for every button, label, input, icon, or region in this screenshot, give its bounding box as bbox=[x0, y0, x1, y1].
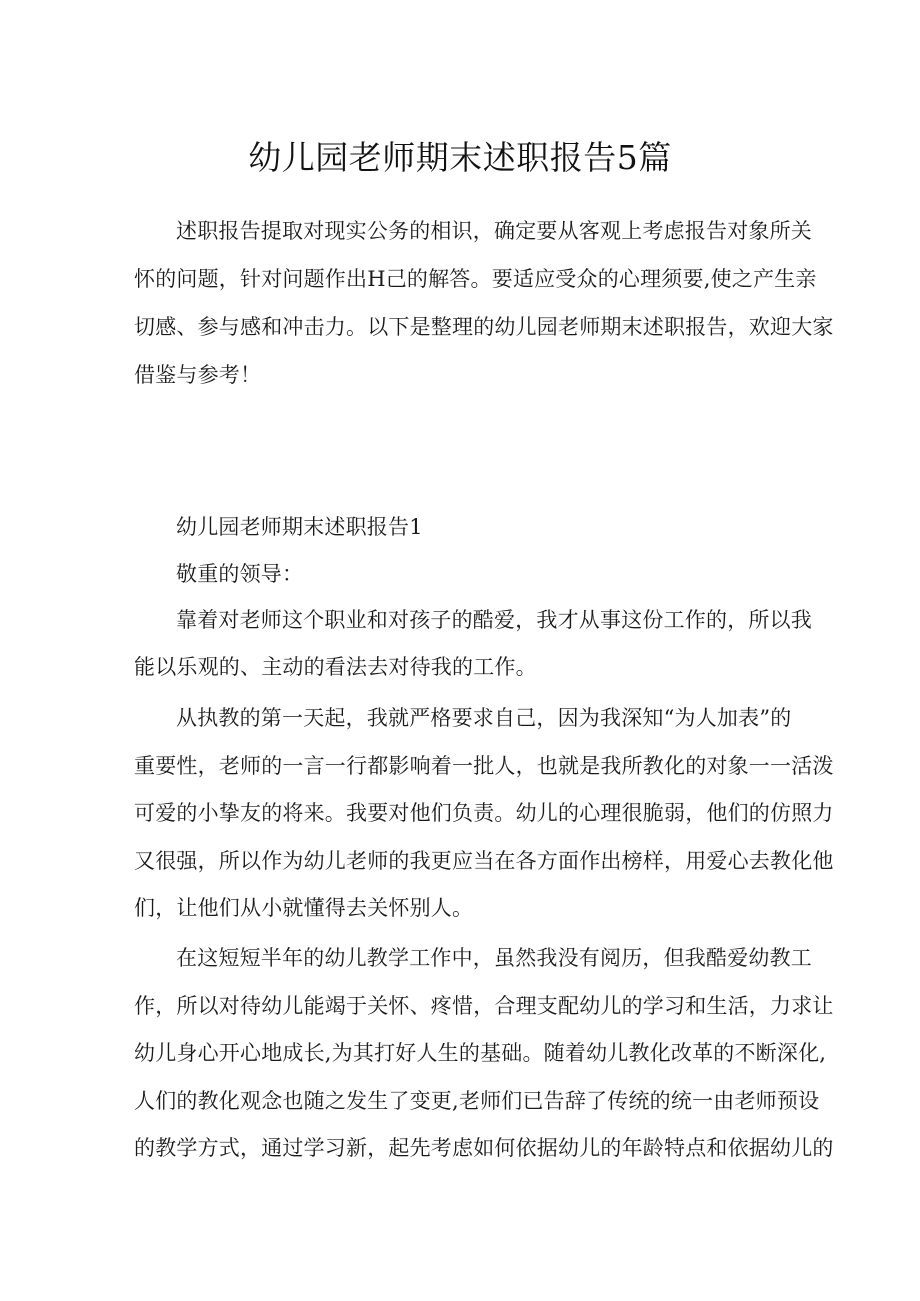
intro-line: 切感、参与感和冲击力。以下是整理的幼儿园老师期末述职报告，欢迎大家 bbox=[134, 315, 834, 339]
paragraph-line: 能以乐观的、主动的看法去对待我的工作。 bbox=[134, 655, 537, 679]
paragraph-line: 靠着对老师这个职业和对孩子的酷爱，我才从事这份工作的，所以我 bbox=[176, 608, 812, 632]
intro-line: 怀的问题，针对问题作出H己的解答。要适应受众的心理须要,使之产生亲 bbox=[134, 267, 817, 291]
paragraph-line: 作，所以对待幼儿能竭于关怀、疼惜，合理支配幼儿的学习和生活，力求让 bbox=[134, 994, 834, 1018]
intro-line: 借鉴与参考！ bbox=[134, 363, 262, 387]
paragraph-line: 的教学方式，通过学习新，起先考虑如何依据幼儿的年龄特点和依据幼儿的 bbox=[134, 1136, 834, 1160]
paragraph-line: 幼儿身心开心地成长,为其打好人生的基础。随着幼儿教化改革的不断深化, bbox=[134, 1041, 827, 1065]
paragraph-line: 可爱的小挚友的将来。我要对他们负责。幼儿的心理很脆弱，他们的仿照力 bbox=[134, 801, 834, 825]
paragraph-line: 重要性，老师的一言一行都影响着一批人，也就是我所教化的对象一一活泼 bbox=[134, 754, 834, 778]
paragraph-line: 人们的教化观念也随之发生了变更,老师们已告辞了传统的统一由老师预设 bbox=[134, 1089, 820, 1113]
section-heading: 幼儿园老师期末述职报告1 bbox=[176, 515, 423, 539]
salutation: 敬重的领导： bbox=[176, 562, 304, 586]
paragraph-line: 又很强，所以作为幼儿老师的我更应当在各方面作出榜样，用爱心去教化他 bbox=[134, 849, 834, 873]
paragraph-line: 在这短短半年的幼儿教学工作中，虽然我没有阅历，但我酷爱幼教工 bbox=[176, 946, 812, 970]
paragraph-line: 从执教的第一天起，我就严格要求自己，因为我深知“为人加表”的 bbox=[176, 706, 792, 730]
paragraph-line: 们，让他们从小就懂得去关怀别人。 bbox=[134, 896, 474, 920]
intro-line: 述职报告提取对现实公务的相识，确定要从客观上考虑报告对象所关 bbox=[176, 219, 812, 243]
document-title: 幼儿园老师期末述职报告5篇 bbox=[248, 138, 672, 177]
